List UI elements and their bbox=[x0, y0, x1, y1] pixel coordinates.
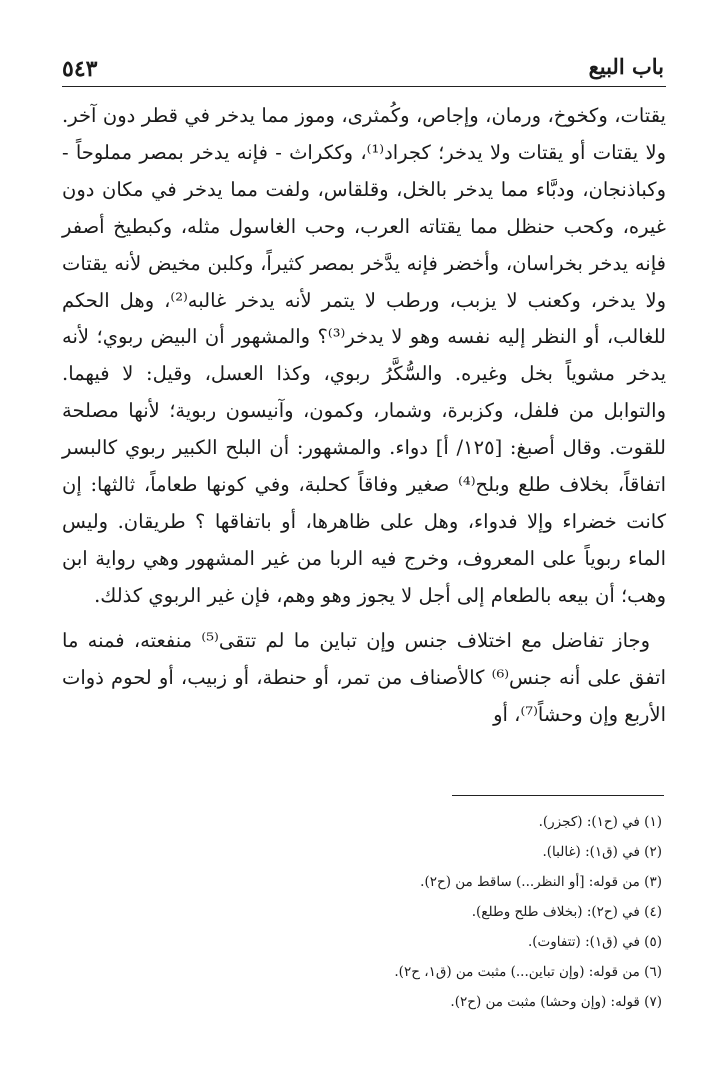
footnote: (٣) من قوله: [أو النظر...) ساقط من (ح٢). bbox=[420, 874, 662, 890]
footnote-divider bbox=[452, 795, 664, 796]
footnote: (١) في (ح١): (كجزر). bbox=[538, 814, 662, 830]
footnote: (٤) في (ح٢): (بخلاف طلح وطلع). bbox=[471, 904, 662, 920]
footnote: (٥) في (ق١): (تتفاوت). bbox=[527, 934, 662, 950]
header-divider bbox=[62, 86, 666, 87]
page-header bbox=[62, 54, 664, 84]
chapter-title: باب البيع bbox=[588, 54, 664, 79]
footnote: (٦) من قوله: (وإن تباين...) مثبت من (ق١، ح٢). bbox=[394, 964, 662, 980]
main-text bbox=[62, 98, 666, 733]
footnote: (٧) قوله: (وإن وحشا) مثبت من (ح٢). bbox=[450, 994, 662, 1010]
body-paragraph-1: يقتات، وكخوخ، ورمان، وإجاص، وكُمثرى، وموز مما يدخر في قطر دون آخر. ولا يقتات أو يقتات ولا يدخر؛ كجراد⁽¹⁾، وككراث - فإنه يدخر بمصر مملوحاً - وكباذنجان، ودبَّاء مما يدخر بالخل، وقلقاس، ولفت مما يدخر في مكان دون غيره، وكحب حنظل مما يقتاته العرب، وحب الغاسول مثله، وكبطيخ أصفر فإنه يدخر بخراسان، وأخضر فإنه يدَّخر بمصر كثيراً، وكلبن مخيض لأنه يقتات ولا يدخر، وكعنب لا يزبب، ورطب لا يتمر لأنه يدخر غالبه⁽²⁾، وهل الحكم للغالب، أو النظر إليه نفسه وهو لا يدخر⁽³⁾؟ والمشهور أن البيض ربوي؛ لأنه يدخر مشوياً بخل وغيره. والسُّكَّرُ ربوي، وكذا العسل، وقيل: لا فيهما. والتوابل من فلفل، وكزبرة، وشمار، وكمون، وآنيسون ربوية؛ لأنها مصلحة للقوت. وقال أصبغ: [١٢٥/ أ] دواء. والمشهور: أن البلح الكبير ربوي كالبسر اتفاقاً، بخلاف طلع وبلح⁽⁴⁾ صغير وفاقاً كحلبة، وفي كونها طعاماً، ثالثها: إن كانت خضراء وإلا فدواء، وهل على ظاهرها، أو باتفاقها ؟ طريقان. وليس الماء ربوياً على المعروف، وخرج فيه الربا من غير المشهور وهي رواية ابن وهب؛ أن بيعه بالطعام إلى أجل لا يجوز وهو وهم، فإن غير الربوي كذلك. bbox=[62, 104, 667, 607]
page-number: ٥٤٣ bbox=[62, 56, 98, 82]
footnote: (٢) في (ق١): (غالبا). bbox=[542, 844, 662, 860]
body-paragraph-2: وجاز تفاضل مع اختلاف جنس وإن تباين ما لم تتقى⁽⁵⁾ منفعته، فمنه ما اتفق على أنه جنس⁽⁶⁾ كالأصناف من تمر، أو حنطة، أو زبيب، أو لحوم ذوات الأربع وإن وحشاً⁽⁷⁾، أو bbox=[62, 628, 666, 726]
footnotes bbox=[62, 807, 662, 1017]
